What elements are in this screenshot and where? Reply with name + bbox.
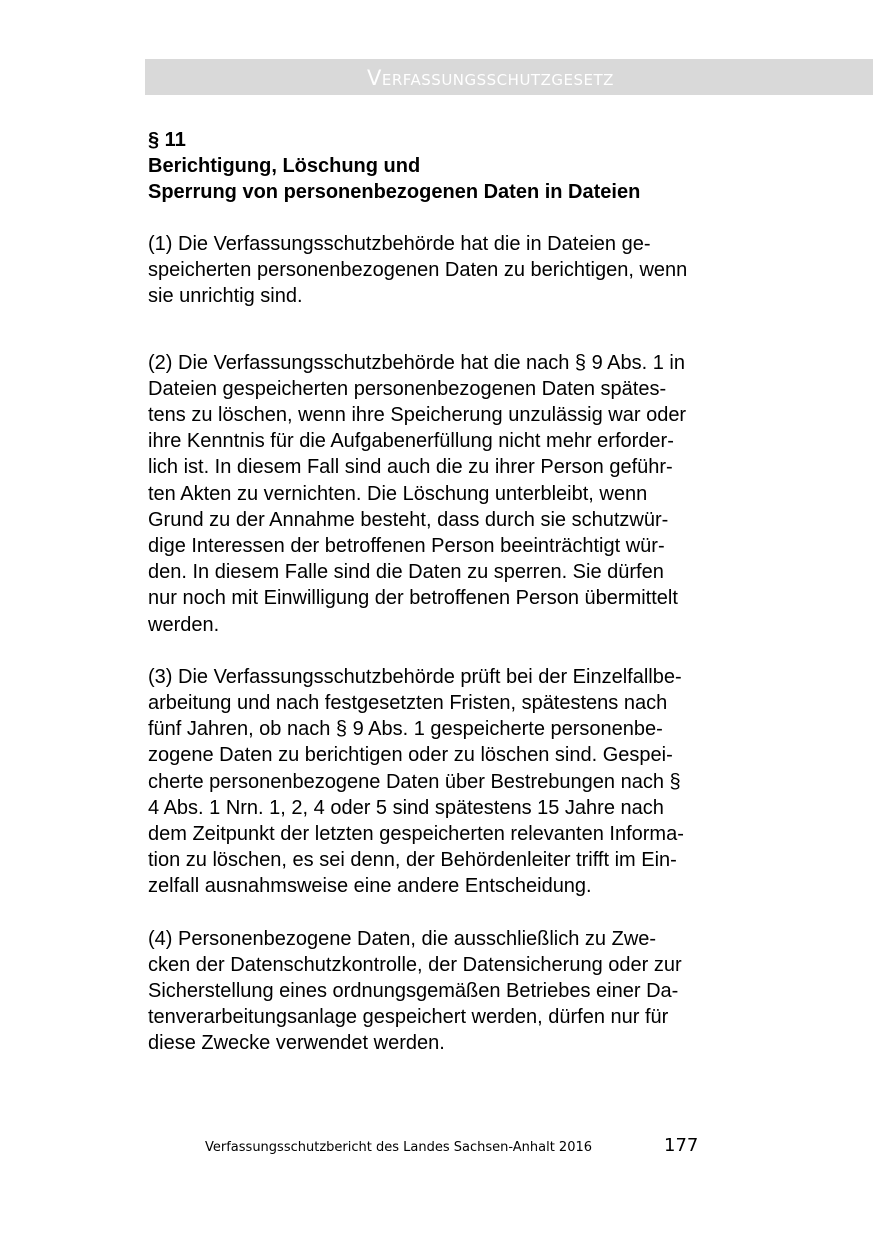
text-line: Dateien gespeicherten personenbezogenen Daten spätes- [148, 377, 667, 400]
text-line: lich ist. In diesem Fall sind auch die zu ihrer Person geführ- [148, 456, 673, 479]
paragraph-1 [148, 231, 773, 310]
text-line: cken der Datenschutzkontrolle, der Datensicherung oder zur [148, 953, 682, 976]
text-line: Sicherstellung eines ordnungsgemäßen Betriebes einer Da- [148, 980, 679, 1003]
paragraph-3 [148, 664, 773, 900]
text-line: nur noch mit Einwilligung der betroffenen Person übermittelt [148, 587, 678, 610]
page-footer-text: Verfassungsschutzbericht des Landes Sachsen-Anhalt 2016 [205, 1140, 593, 1155]
text-line: tenverarbeitungsanlage gespeichert werden, dürfen nur für [148, 1006, 669, 1029]
text-line: ten Akten zu vernichten. Die Löschung unterbleibt, wenn [148, 482, 648, 505]
page-content [148, 127, 773, 1057]
paragraph-4 [148, 926, 773, 1057]
text-line: werden. [148, 613, 220, 636]
section-number: § 11 [148, 129, 186, 151]
text-line: zogene Daten zu berichtigen oder zu löschen sind. Gespei- [148, 744, 673, 767]
section-title-line: Sperrung von personenbezogenen Daten in Dateien [148, 181, 641, 203]
text-line: tens zu löschen, wenn ihre Speicherung unzulässig war oder [148, 404, 687, 427]
text-line: 4 Abs. 1 Nrn. 1, 2, 4 oder 5 sind spätestens 15 Jahre nach [148, 796, 664, 819]
running-header-bar [145, 59, 873, 95]
text-line: dem Zeitpunkt der letzten gespeicherten relevanten Informa- [148, 823, 684, 846]
running-header-title: Verfassungsschutzgesetz [367, 66, 614, 90]
text-line: (2) Die Verfassungsschutzbehörde hat die nach § 9 Abs. 1 in [148, 351, 686, 374]
text-line: (3) Die Verfassungsschutzbehörde prüft bei der Einzelfallbe- [148, 665, 682, 688]
text-line: Grund zu der Annahme besteht, dass durch sie schutzwür- [148, 508, 669, 531]
text-line: zelfall ausnahmsweise eine andere Entscheidung. [148, 875, 592, 898]
text-line: tion zu löschen, es sei denn, der Behördenleiter trifft im Ein- [148, 849, 677, 872]
text-line: sie unrichtig sind. [148, 285, 303, 308]
text-line: (4) Personenbezogene Daten, die ausschließlich zu Zwe- [148, 927, 657, 950]
text-line: dige Interessen der betroffenen Person beeinträchtigt wür- [148, 535, 665, 558]
text-line: fünf Jahren, ob nach § 9 Abs. 1 gespeicherte personenbe- [148, 718, 663, 741]
text-line: (1) Die Verfassungsschutzbehörde hat die in Dateien ge- [148, 233, 651, 255]
text-line: speicherten personenbezogenen Daten zu berichtigen, wenn [148, 259, 688, 282]
paragraph-2 [148, 350, 773, 638]
text-line: arbeitung und nach festgesetzten Fristen, spätestens nach [148, 692, 668, 715]
text-line: den. In diesem Falle sind die Daten zu sperren. Sie dürfen [148, 561, 664, 584]
section-title-line: Berichtigung, Löschung und [148, 155, 421, 177]
page-number: 177 [664, 1135, 699, 1156]
text-line: ihre Kenntnis für die Aufgabenerfüllung nicht mehr erforder- [148, 430, 674, 453]
text-line: cherte personenbezogene Daten über Bestrebungen nach § [148, 770, 681, 793]
text-line: diese Zwecke verwendet werden. [148, 1032, 445, 1055]
section-heading [148, 127, 773, 205]
